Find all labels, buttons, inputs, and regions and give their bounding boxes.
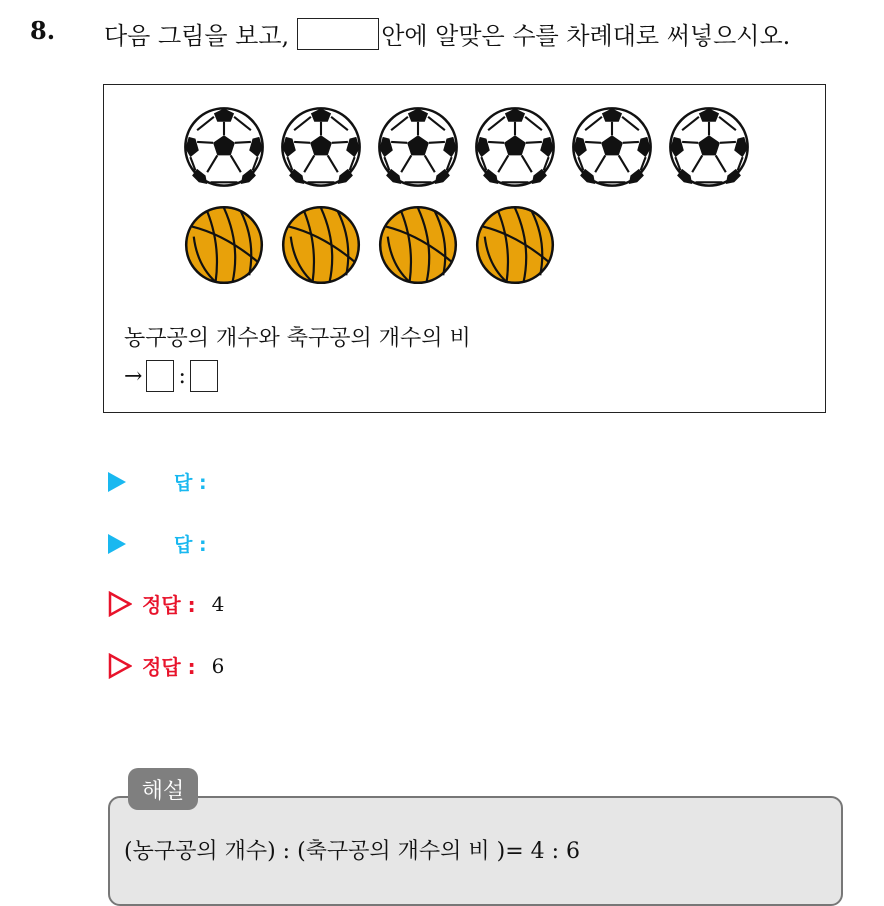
soccer-ball-icon (279, 105, 363, 189)
answer-row-2 (108, 530, 207, 557)
ratio-blank-second (190, 360, 218, 392)
basketball-icon (473, 203, 557, 287)
figure-box (103, 84, 826, 413)
ratio-colon: : (178, 363, 186, 389)
figure-caption: 농구공의 개수와 축구공의 개수의 비 (124, 326, 471, 351)
answer-row-1 (108, 468, 207, 495)
basketball-icon (279, 203, 363, 287)
filled-triangle-icon (108, 534, 126, 554)
answer-key-label: 정답 : (142, 655, 196, 679)
basketball-row (182, 203, 557, 287)
soccer-ball-icon (376, 105, 460, 189)
explanation-text: (농구공의 개수) : (축구공의 개수의 비 )= 4 : 6 (124, 839, 581, 864)
question-number: 8. (30, 16, 56, 45)
outline-triangle-icon (108, 591, 132, 617)
basketball-icon (376, 203, 460, 287)
arrow-icon: → (124, 363, 143, 389)
answer-label: 답 : (174, 534, 207, 556)
soccer-ball-icon (667, 105, 751, 189)
answer-key-row-1 (108, 589, 224, 618)
soccer-ball-icon (570, 105, 654, 189)
soccer-ball-icon (473, 105, 557, 189)
answer-label: 답 : (174, 472, 207, 494)
blank-box (297, 18, 379, 50)
ratio-line (124, 360, 218, 392)
answer-key-value: 6 (211, 653, 225, 678)
answer-key-label: 정답 : (142, 593, 196, 617)
basketball-icon (182, 203, 266, 287)
filled-triangle-icon (108, 472, 126, 492)
ratio-blank-first (146, 360, 174, 392)
soccer-ball-icon (182, 105, 266, 189)
question-text-before: 다음 그림을 보고, (104, 22, 290, 50)
outline-triangle-icon (108, 653, 132, 679)
question-text (104, 16, 790, 51)
explanation-tab: 해설 (128, 768, 198, 810)
answer-key-value: 4 (211, 591, 225, 616)
answer-key-row-2 (108, 651, 224, 680)
question-text-after: 안에 알맞은 수를 차례대로 써넣으시오. (381, 22, 791, 50)
soccer-ball-row (182, 105, 751, 189)
